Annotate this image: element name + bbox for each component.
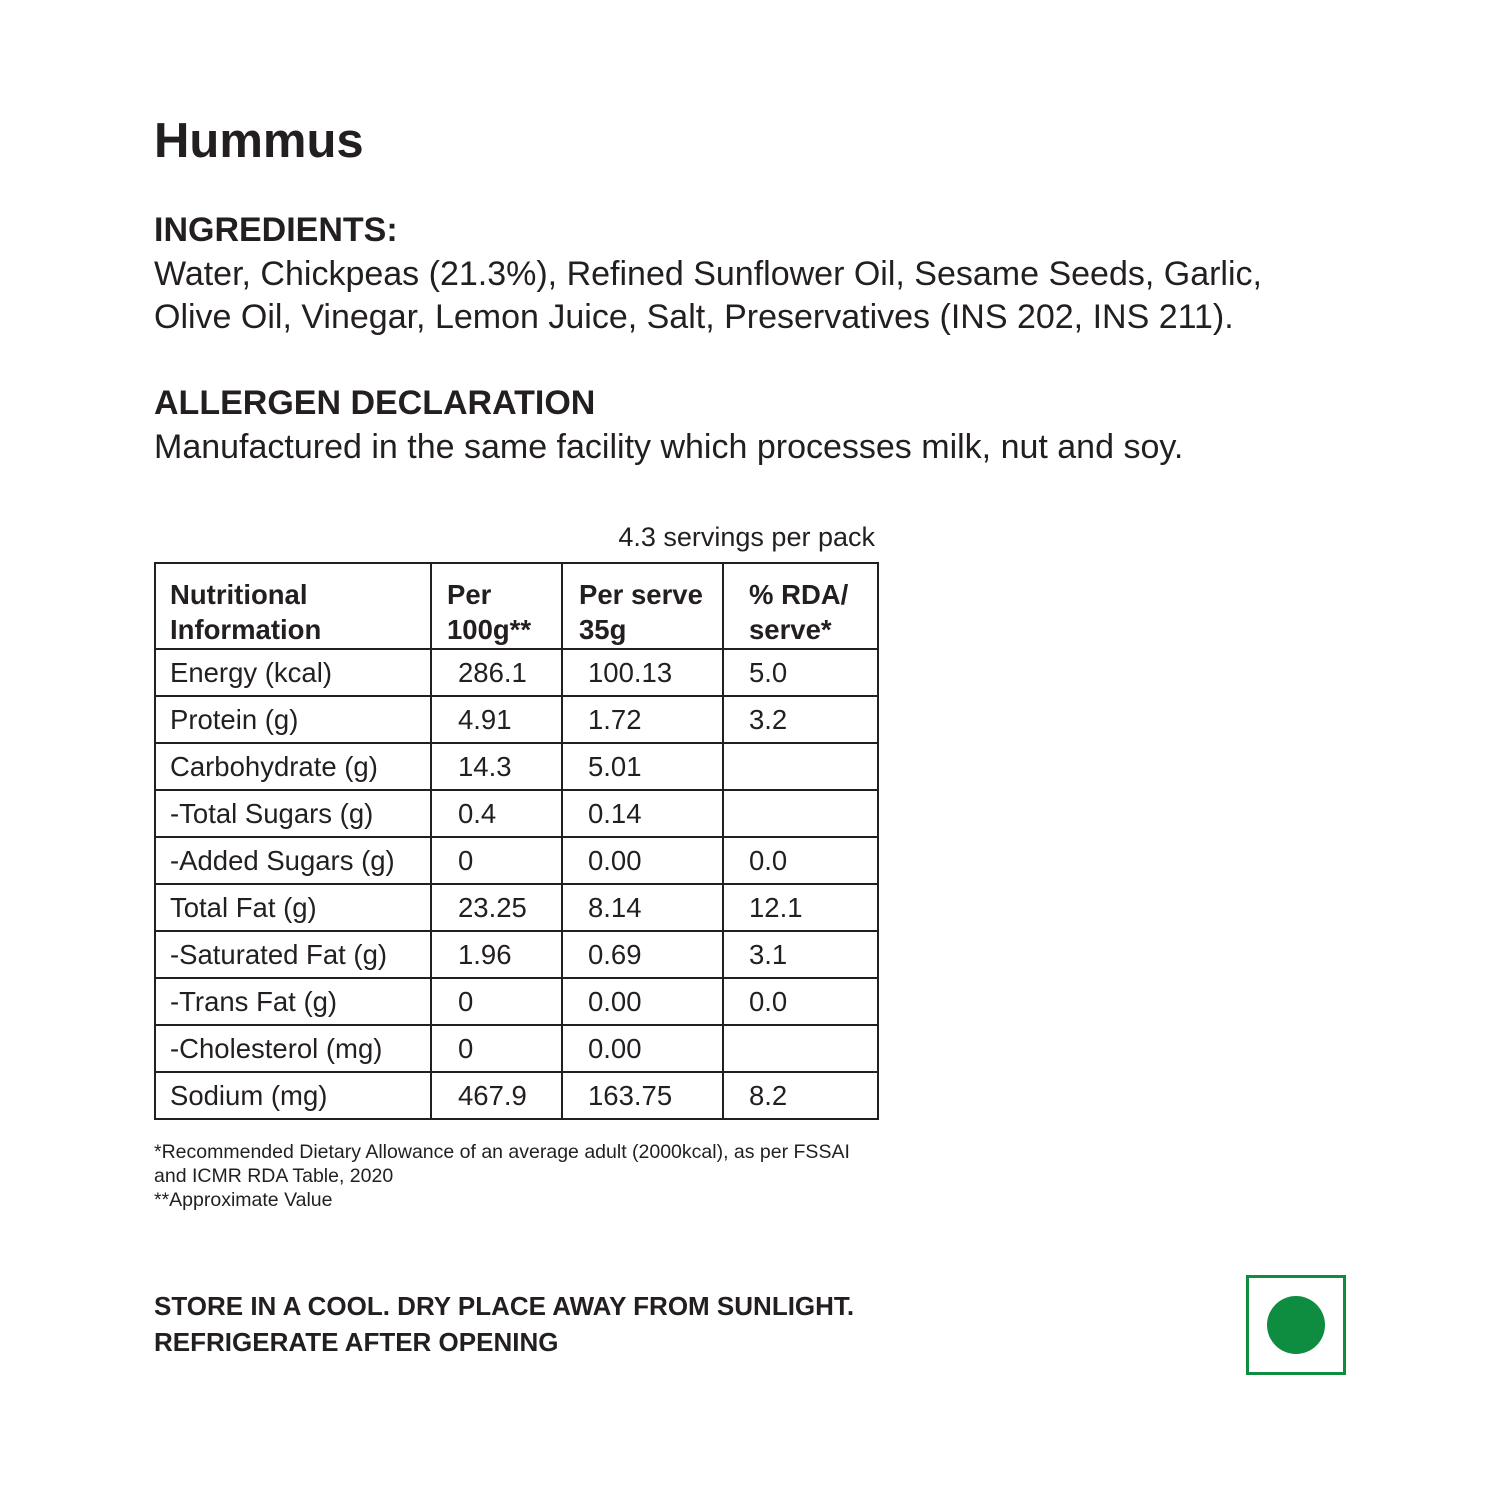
value-rda [723, 743, 878, 790]
value-rda: 5.0 [723, 649, 878, 696]
value-per-serve: 0.14 [562, 790, 723, 837]
table-row [155, 696, 878, 743]
value-per-100g: 0 [431, 1025, 562, 1072]
nutrient-name: -Total Sugars (g) [155, 790, 431, 837]
value-per-serve: 8.14 [562, 884, 723, 931]
allergen-text: Manufactured in the same facility which processes milk, nut and soy. [154, 428, 1184, 466]
header-rda-per-serve: % RDA/ serve* [723, 563, 878, 649]
table-row [155, 743, 878, 790]
ingredients-heading: INGREDIENTS: [154, 211, 398, 249]
ingredients-line: Water, Chickpeas (21.3%), Refined Sunflower Oil, Sesame Seeds, Garlic, [154, 255, 1262, 293]
table-row [155, 978, 878, 1025]
value-per-100g: 14.3 [431, 743, 562, 790]
nutrient-name: -Cholesterol (mg) [155, 1025, 431, 1072]
header-per-100g: Per 100g** [431, 563, 562, 649]
vegetarian-mark-icon [1246, 1275, 1346, 1375]
value-rda: 0.0 [723, 837, 878, 884]
value-per-serve: 0.00 [562, 1025, 723, 1072]
value-rda [723, 790, 878, 837]
value-per-100g: 0.4 [431, 790, 562, 837]
nutrient-name: Protein (g) [155, 696, 431, 743]
value-rda: 3.1 [723, 931, 878, 978]
footnote-line: *Recommended Dietary Allowance of an average adult (2000kcal), as per FSSAI [154, 1141, 850, 1163]
footnote-line: **Approximate Value [154, 1189, 333, 1211]
value-per-100g: 286.1 [431, 649, 562, 696]
value-per-serve: 163.75 [562, 1072, 723, 1119]
storage-instructions [154, 1288, 854, 1360]
nutrient-name: -Added Sugars (g) [155, 837, 431, 884]
nutrient-name: -Trans Fat (g) [155, 978, 431, 1025]
header-nutritional-information: Nutritional Information [155, 563, 431, 649]
nutrient-name: Sodium (mg) [155, 1072, 431, 1119]
value-per-100g: 4.91 [431, 696, 562, 743]
table-row [155, 1025, 878, 1072]
value-per-serve: 1.72 [562, 696, 723, 743]
table-row [155, 837, 878, 884]
value-per-100g: 1.96 [431, 931, 562, 978]
table-row [155, 1072, 878, 1119]
value-rda: 3.2 [723, 696, 878, 743]
nutrient-name: Total Fat (g) [155, 884, 431, 931]
table-row [155, 884, 878, 931]
nutrition-table [154, 562, 879, 1120]
nutrient-name: Carbohydrate (g) [155, 743, 431, 790]
storage-line: STORE IN A COOL. DRY PLACE AWAY FROM SUNLIGHT. [154, 1291, 855, 1321]
value-per-serve: 0.00 [562, 837, 723, 884]
value-rda [723, 1025, 878, 1072]
nutrient-name: -Saturated Fat (g) [155, 931, 431, 978]
value-per-100g: 23.25 [431, 884, 562, 931]
allergen-heading: ALLERGEN DECLARATION [154, 384, 596, 422]
footnote-line: and ICMR RDA Table, 2020 [154, 1165, 394, 1187]
storage-line: REFRIGERATE AFTER OPENING [154, 1327, 559, 1357]
value-per-serve: 0.00 [562, 978, 723, 1025]
value-per-serve: 5.01 [562, 743, 723, 790]
product-title: Hummus [154, 114, 364, 168]
ingredients-text [154, 253, 1394, 339]
value-per-serve: 100.13 [562, 649, 723, 696]
value-per-100g: 0 [431, 978, 562, 1025]
nutrition-table-body [155, 649, 878, 1119]
value-per-100g: 0 [431, 837, 562, 884]
value-rda: 12.1 [723, 884, 878, 931]
table-row [155, 649, 878, 696]
value-rda: 0.0 [723, 978, 878, 1025]
ingredients-line: Olive Oil, Vinegar, Lemon Juice, Salt, Preservatives (INS 202, INS 211). [154, 298, 1234, 336]
table-row [155, 931, 878, 978]
value-per-serve: 0.69 [562, 931, 723, 978]
header-per-serve: Per serve 35g [562, 563, 723, 649]
table-row [155, 790, 878, 837]
vegetarian-dot [1267, 1296, 1325, 1354]
nutrient-name: Energy (kcal) [155, 649, 431, 696]
value-per-100g: 467.9 [431, 1072, 562, 1119]
nutrition-header-row [155, 563, 878, 649]
footnotes [154, 1140, 894, 1212]
servings-per-pack: 4.3 servings per pack [618, 522, 875, 552]
value-rda: 8.2 [723, 1072, 878, 1119]
